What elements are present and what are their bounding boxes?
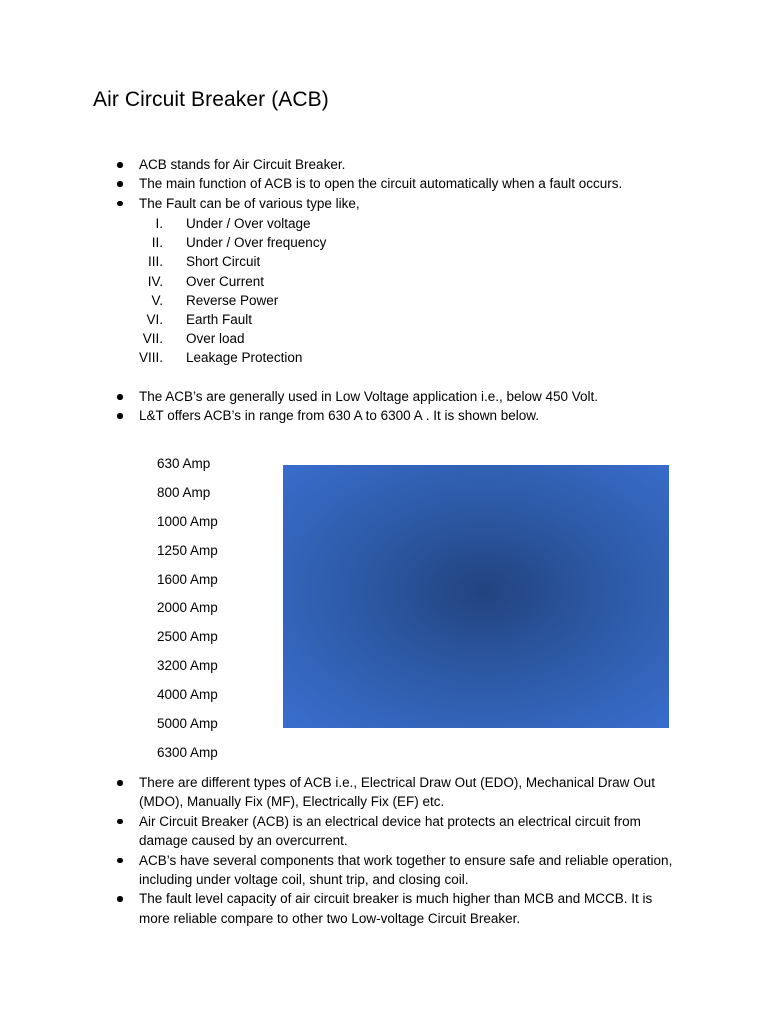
list-item: The Fault can be of various type like, (0, 194, 679, 213)
amp-rating: 1000 Amp (157, 513, 218, 529)
amp-rating: 3200 Amp (157, 658, 218, 674)
list-item: The main function of ACB is to open the circuit automatically when a fault occurs. (0, 174, 679, 193)
list-item: There are different types of ACB i.e., Electrical Draw Out (EDO), Mechanical Draw Out (MDO), Manually Fix (MF), Electrically Fix (EF) etc. (0, 773, 679, 812)
usage-bullet-list (0, 387, 679, 426)
list-number: III. (147, 254, 163, 270)
list-item: ACB stands for Air Circuit Breaker. (0, 155, 679, 174)
list-number: II. (151, 235, 163, 251)
details-bullet-list (0, 773, 679, 928)
intro-bullet-list (0, 155, 679, 213)
fault-type-label: Leakage Protection (186, 350, 303, 366)
amp-rating: 1600 Amp (157, 571, 218, 587)
amp-rating: 4000 Amp (157, 687, 218, 703)
fault-type-label: Short Circuit (186, 254, 261, 270)
amp-rating: 2500 Amp (157, 629, 218, 645)
fault-type-label: Earth Fault (186, 311, 253, 327)
amp-rating: 6300 Amp (157, 744, 218, 760)
amp-rating: 630 Amp (157, 456, 211, 471)
acb-image-placeholder (283, 465, 669, 728)
list-item: L&T offers ACB’s in range from 630 A to 6300 A . It is shown below. (0, 406, 679, 425)
list-number: VII. (142, 331, 163, 347)
fault-type-label: Over load (186, 331, 245, 347)
list-item: Air Circuit Breaker (ACB) is an electrical device hat protects an electrical circuit from damage caused by an overcurrent. (0, 812, 679, 851)
list-number: I. (155, 216, 163, 231)
amp-rating: 5000 Amp (157, 716, 218, 732)
fault-type-label: Under / Over voltage (186, 216, 311, 231)
list-number: IV. (147, 273, 163, 289)
list-number: V. (151, 292, 163, 308)
amp-rating: 2000 Amp (157, 600, 218, 616)
list-item: The ACB’s are generally used in Low Voltage application i.e., below 450 Volt. (0, 387, 679, 406)
amp-ratings-list (157, 454, 218, 772)
list-number: VI. (146, 311, 163, 327)
page-title: Air Circuit Breaker (ACB) (93, 88, 329, 111)
amp-rating: 1250 Amp (157, 542, 218, 558)
fault-type-label: Over Current (186, 273, 265, 289)
list-item: ACB’s have several components that work together to ensure safe and reliable operation, including under voltage coil, shunt trip, and closing coil. (0, 851, 679, 890)
fault-type-label: Reverse Power (186, 292, 279, 308)
list-item: The fault level capacity of air circuit breaker is much higher than MCB and MCCB. It is more reliable compare to other two Low-voltage Circuit Breaker. (0, 889, 679, 928)
amp-rating: 800 Amp (157, 484, 211, 500)
fault-type-label: Under / Over frequency (186, 235, 327, 251)
list-number: VIII. (138, 350, 163, 366)
